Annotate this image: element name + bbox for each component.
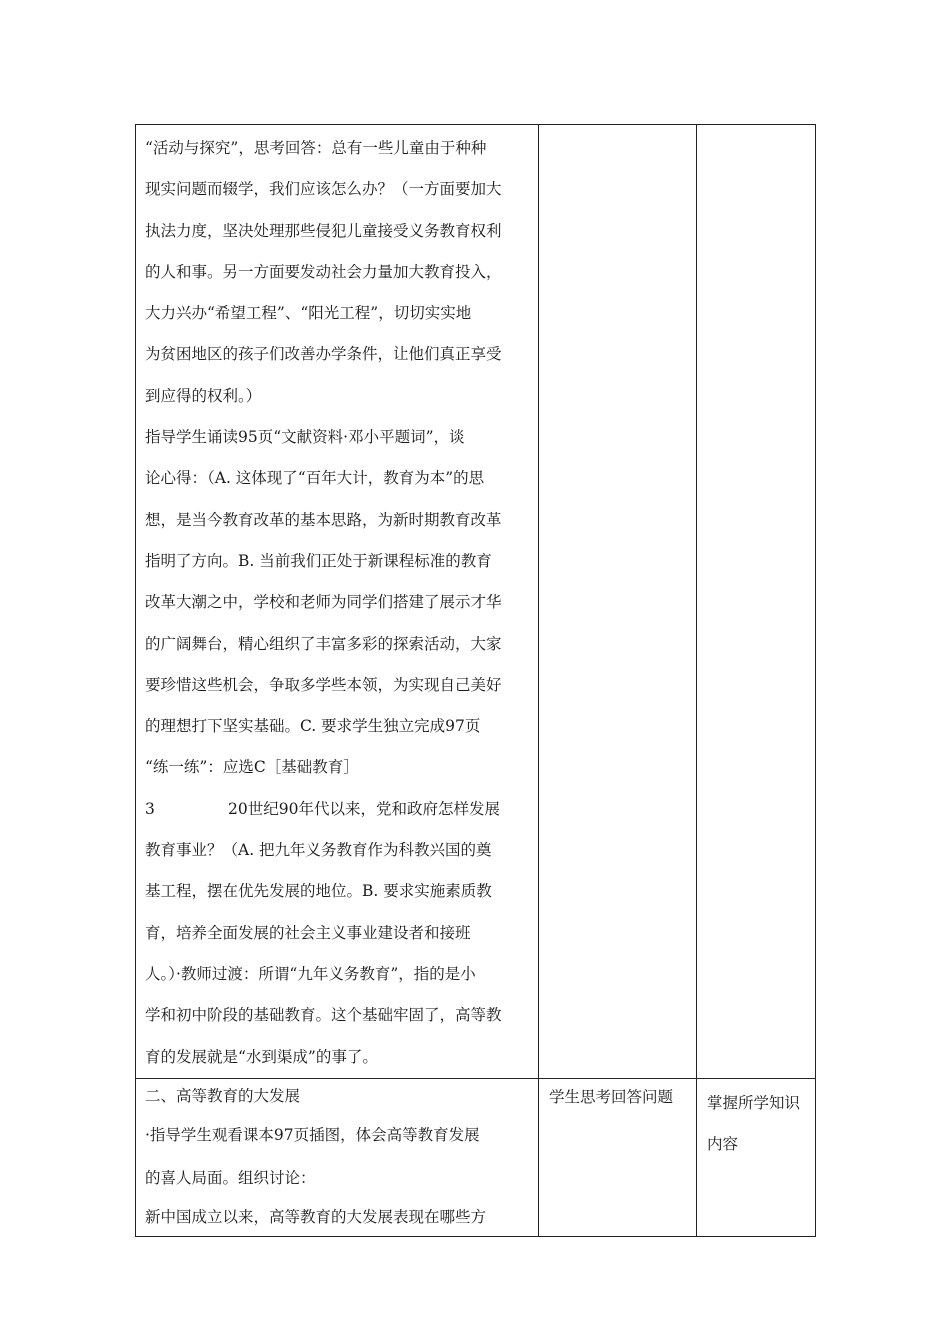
- text-line: 新中国成立以来，高等教育的大发展表现在哪些方: [145, 1208, 487, 1227]
- teaching-content-cell: [136, 1078, 539, 1236]
- design-intent-cell: [697, 125, 816, 1079]
- text-line: “活动与探究”，思考回答：总有一些儿童由于种种: [145, 139, 487, 157]
- text-line: 育，培养全面发展的社会主义事业建设者和接班: [145, 923, 471, 942]
- text-line: 基工程，摆在优先发展的地位。B. 要求实施素质教: [145, 882, 492, 901]
- text-line: ·指导学生观看课本97页插图，体会高等教育发展: [145, 1126, 480, 1145]
- text-line: 现实问题而辍学，我们应该怎么办？（一方面要加大: [145, 180, 502, 199]
- text-line: 论心得：（A. 这体现了“百年大计，教育为本”的思: [145, 469, 485, 488]
- numbered-line: [136, 789, 538, 830]
- text-line: 育的发展就是“水到渠成”的事了。: [145, 1047, 378, 1066]
- design-intent-text: [697, 1079, 815, 1165]
- design-intent-cell: [697, 1078, 816, 1236]
- text-line: 学和初中阶段的基础教育。这个基础牢固了，高等教: [145, 1006, 502, 1025]
- table-row: [136, 125, 816, 1079]
- text-line: 的喜人局面。组织讨论：: [145, 1169, 316, 1188]
- text-line: 的广阔舞台，精心组织了丰富多彩的探索活动，大家: [145, 634, 502, 653]
- item-number: 3: [145, 799, 155, 818]
- text-line: “练一练”：应选C［基础教育］: [145, 758, 359, 777]
- text-line: 指导学生诵读95页“文献资料·邓小平题词”，谈: [145, 428, 465, 447]
- design-intent-line: 内容: [707, 1134, 739, 1153]
- text-line: 的理想打下坚实基础。C. 要求学生独立完成97页: [145, 717, 481, 736]
- text-line: 执法力度，坚决处理那些侵犯儿童接受义务教育权利: [145, 221, 502, 240]
- table-row: [136, 1078, 816, 1236]
- student-activity-cell: [539, 1078, 697, 1236]
- section-heading: 二、高等教育的大发展: [145, 1086, 301, 1105]
- text-line: 大力兴办“希望工程”、“阳光工程”，切切实实地: [145, 304, 472, 323]
- text-line: 教育事业？（A. 把九年义务教育作为科教兴国的奠: [145, 841, 492, 860]
- text-line: 想，是当今教育改革的基本思路，为新时期教育改革: [145, 510, 502, 529]
- teaching-content-cell: [136, 125, 539, 1079]
- text-line: 的人和事。另一方面要发动社会力量加大教育投入，: [145, 262, 502, 281]
- text-line: 人。）·教师过渡：所谓“九年义务教育”，指的是小: [145, 964, 476, 983]
- student-activity-cell: [539, 125, 697, 1079]
- student-activity-text: 学生思考回答问题: [549, 1087, 674, 1106]
- text-line: 改革大潮之中，学校和老师为同学们搭建了展示才华: [145, 593, 502, 612]
- text-line: 指明了方向。B. 当前我们正处于新课程标准的教育: [145, 551, 492, 570]
- design-intent-line: 掌握所学知识: [707, 1093, 801, 1112]
- text-line: 要珍惜这些机会，争取多学些本领，为实现自己美好: [145, 675, 502, 694]
- text-line: 为贫困地区的孩子们改善办学条件，让他们真正享受: [145, 345, 502, 364]
- lesson-plan-table: [135, 124, 816, 1237]
- item-text: 20世纪90年代以来，党和政府怎样发展: [228, 799, 500, 818]
- text-line: 到应得的权利。）: [145, 386, 262, 405]
